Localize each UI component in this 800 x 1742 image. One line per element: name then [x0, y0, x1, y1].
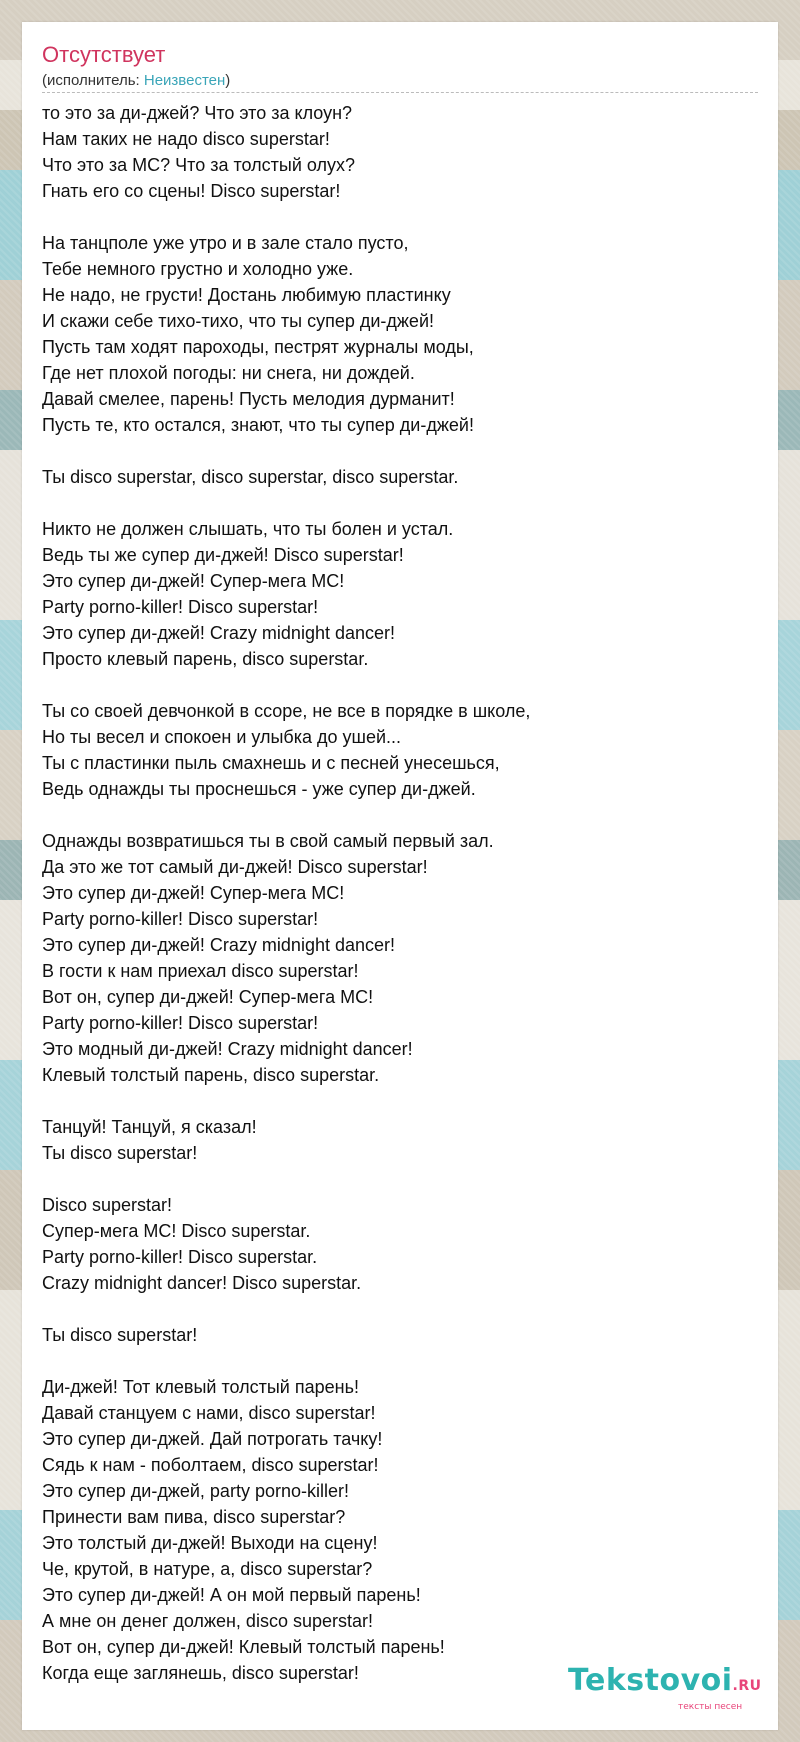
lyrics-stanza [42, 516, 762, 672]
lyric-line: Не надо, не грусти! Достань любимую пластинку [42, 285, 451, 305]
song-title: Отсутствует [42, 42, 166, 67]
artist-link[interactable]: Неизвестен [143, 72, 226, 89]
lyric-line: В гости к нам приехал disco superstar! [42, 961, 359, 981]
lyric-line: И скажи себе тихо-тихо, что ты супер ди-джей! [42, 311, 435, 331]
lyric-line: Ты disco superstar! [42, 1143, 198, 1163]
site-logo[interactable] [568, 1665, 778, 1712]
lyrics-stanza [42, 464, 762, 490]
lyrics-stanza [42, 100, 762, 204]
lyric-line: Пусть там ходят пароходы, пестрят журналы моды, [42, 337, 474, 357]
lyric-line: Давай станцуем с нами, disco superstar! [42, 1403, 376, 1423]
lyric-line: Disco superstar! [42, 1195, 173, 1215]
lyrics-stanza [42, 1322, 762, 1348]
lyric-line: Сядь к нам - поболтаем, disco superstar! [42, 1455, 379, 1475]
lyrics-stanza [42, 230, 762, 438]
lyric-line: Ты с пластинки пыль смахнешь и с песней унесешься, [42, 753, 500, 773]
lyric-line: Гнать его со сцены! Disco superstar! [42, 181, 341, 201]
lyric-line: Просто клевый парень, disco superstar. [42, 649, 369, 669]
lyric-line: Это супер ди-джей. Дай потрогать тачку! [42, 1429, 383, 1449]
lyric-line: Вот он, супер ди-джей! Супер-мега МС! [42, 987, 374, 1007]
lyric-line: Это супер ди-джей! Crazy midnight dancer! [42, 935, 396, 955]
lyric-line: Что это за МС? Что за толстый олух? [42, 155, 356, 175]
lyric-line: Ты disco superstar, disco superstar, disco superstar. [42, 467, 459, 487]
lyric-line: Crazy midnight dancer! Disco superstar. [42, 1273, 362, 1293]
lyric-line: Танцуй! Танцуй, я сказал! [42, 1117, 257, 1137]
lyrics-stanza [42, 828, 762, 1088]
lyrics-card [22, 22, 778, 1730]
lyric-line: Ведь однажды ты проснешься - уже супер ди-джей. [42, 779, 476, 799]
lyric-line: Party porno-killer! Disco superstar. [42, 1247, 318, 1267]
lyric-line: Но ты весел и спокоен и улыбка до ушей... [42, 727, 402, 747]
lyric-line: Ди-джей! Тот клевый толстый парень! [42, 1377, 359, 1397]
lyric-line: Это супер ди-джей! Супер-мега МС! [42, 571, 345, 591]
lyric-line: Это супер ди-джей! Crazy midnight dancer! [42, 623, 396, 643]
lyric-line: Супер-мега МС! Disco superstar. [42, 1221, 311, 1241]
lyric-line: Это супер ди-джей! А он мой первый парень! [42, 1585, 421, 1605]
lyrics-stanza [42, 1374, 762, 1686]
lyric-line: Ты disco superstar! [42, 1325, 198, 1345]
lyric-line: Это супер ди-джей! Супер-мега МС! [42, 883, 345, 903]
lyric-line: Когда еще заглянешь, disco superstar! [42, 1663, 359, 1683]
artist-line [42, 72, 230, 90]
title-divider [42, 92, 758, 93]
lyric-line: Да это же тот самый ди-джей! Disco superstar! [42, 857, 428, 877]
lyric-line: Тебе немного грустно и холодно уже. [42, 259, 354, 279]
lyric-line: Вот он, супер ди-джей! Клевый толстый парень! [42, 1637, 445, 1657]
lyric-line: Че, крутой, в натуре, а, disco superstar? [42, 1559, 373, 1579]
lyric-line: Никто не должен слышать, что ты болен и устал. [42, 519, 454, 539]
lyric-line: На танцполе уже утро и в зале стало пусто, [42, 233, 409, 253]
logo-tagline: тексты песен [678, 1702, 743, 1712]
lyric-line: Party porno-killer! Disco superstar! [42, 597, 319, 617]
lyric-line: А мне он денег должен, disco superstar! [42, 1611, 373, 1631]
lyric-line: Однажды возвратишься ты в свой самый первый зал. [42, 831, 494, 851]
artist-suffix: ) [225, 72, 231, 89]
lyric-line: Party porno-killer! Disco superstar! [42, 1013, 319, 1033]
lyric-line: Нам таких не надо disco superstar! [42, 129, 330, 149]
artist-prefix: (исполнитель: [42, 72, 144, 89]
lyrics-stanza [42, 1114, 762, 1166]
lyric-line: Где нет плохой погоды: ни снега, ни дождей. [42, 363, 415, 383]
lyric-line: Ты со своей девчонкой в ссоре, не все в порядке в школе, [42, 701, 531, 721]
lyrics-stanza [42, 698, 762, 802]
lyric-line: Это супер ди-джей, party porno-killer! [42, 1481, 349, 1501]
lyrics-stanza [42, 1192, 762, 1296]
logo-tld: .RU [732, 1678, 762, 1694]
lyric-line: Клевый толстый парень, disco superstar. [42, 1065, 380, 1085]
logo-name: Tekstovoi [568, 1663, 733, 1698]
lyric-line: Party porno-killer! Disco superstar! [42, 909, 319, 929]
lyric-line: Это модный ди-джей! Crazy midnight dancer! [42, 1039, 413, 1059]
lyric-line: Это толстый ди-джей! Выходи на сцену! [42, 1533, 378, 1553]
lyric-line: Давай смелее, парень! Пусть мелодия дурманит! [42, 389, 455, 409]
lyric-line: то это за ди-джей? Что это за клоун? [42, 103, 353, 123]
lyrics-body [42, 100, 762, 1712]
lyric-line: Принести вам пива, disco superstar? [42, 1507, 346, 1527]
logo-wordmark [568, 1665, 778, 1702]
lyric-line: Пусть те, кто остался, знают, что ты супер ди-джей! [42, 415, 474, 435]
lyric-line: Ведь ты же супер ди-джей! Disco superstar! [42, 545, 404, 565]
